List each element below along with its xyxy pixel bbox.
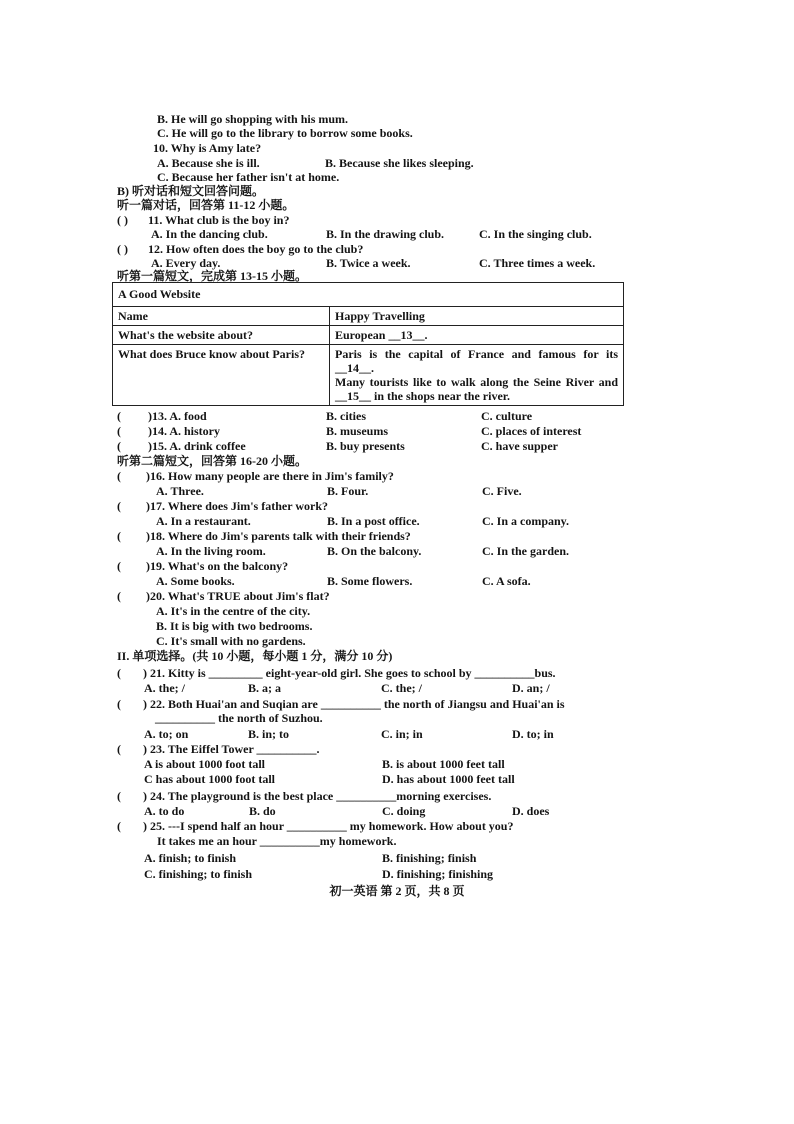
q18-answer-blank[interactable]: ( bbox=[117, 529, 121, 543]
q14-option-b: B. museums bbox=[326, 424, 389, 438]
q9-option-c: C. He will go to the library to borrow some books. bbox=[157, 126, 413, 140]
q11-option-b: B. In the drawing club. bbox=[326, 227, 445, 241]
q24-option-a: A. to do bbox=[144, 804, 185, 818]
passage1-intro: 听第一篇短文，完成第 13-15 小题。 bbox=[117, 269, 307, 283]
q12-option-b: B. Twice a week. bbox=[326, 256, 411, 270]
q25-option-d: D. finishing; finishing bbox=[382, 867, 494, 881]
q11-stem: 11. What club is the boy in? bbox=[148, 213, 290, 227]
q21-stem: ) 21. Kitty is _________ eight-year-old girl. She goes to school by __________bus. bbox=[143, 666, 556, 680]
q21-option-b: B. a; a bbox=[248, 681, 281, 695]
q18-option-a: A. In the living room. bbox=[156, 544, 266, 558]
q14-option-a: )14. A. history bbox=[148, 424, 220, 438]
q13-answer-blank[interactable]: ( bbox=[117, 409, 121, 423]
q24-option-d: D. does bbox=[512, 804, 550, 818]
q17-answer-blank[interactable]: ( bbox=[117, 499, 121, 513]
q20-answer-blank[interactable]: ( bbox=[117, 589, 121, 603]
q23-option-a: A is about 1000 foot tall bbox=[144, 757, 266, 771]
website-table-title: A Good Website bbox=[113, 283, 624, 307]
q10-option-b: B. Because she likes sleeping. bbox=[325, 156, 474, 170]
q25-option-c: C. finishing; to finish bbox=[144, 867, 253, 881]
q19-option-b: B. Some flowers. bbox=[327, 574, 413, 588]
q25-answer-blank[interactable]: ( bbox=[117, 819, 121, 833]
q24-stem: ) 24. The playground is the best place __________morning exercises. bbox=[143, 789, 492, 803]
q20-option-b: B. It is big with two bedrooms. bbox=[156, 619, 313, 633]
q12-option-c: C. Three times a week. bbox=[479, 256, 596, 270]
table-row-name-value: Happy Travelling bbox=[330, 307, 624, 326]
q22-stem-continued: __________ the north of Suzhou. bbox=[155, 711, 323, 725]
q17-stem: )17. Where does Jim's father work? bbox=[146, 499, 328, 513]
q14-option-c: C. places of interest bbox=[481, 424, 582, 438]
q12-stem: 12. How often does the boy go to the club? bbox=[148, 242, 364, 256]
q22-stem: ) 22. Both Huai'an and Suqian are __________ the north of Jiangsu and Huai'an is bbox=[143, 697, 565, 711]
q21-answer-blank[interactable]: ( bbox=[117, 666, 121, 680]
q17-option-c: C. In a company. bbox=[482, 514, 570, 528]
q22-option-c: C. in; in bbox=[381, 727, 423, 741]
q10-stem: 10. Why is Amy late? bbox=[153, 141, 262, 155]
q17-option-b: B. In a post office. bbox=[327, 514, 420, 528]
q11-option-c: C. In the singing club. bbox=[479, 227, 592, 241]
paris-fact-1: Paris is the capital of France and famous for its __14__. bbox=[335, 347, 618, 375]
q12-option-a: A. Every day. bbox=[151, 256, 221, 270]
q18-option-b: B. On the balcony. bbox=[327, 544, 422, 558]
q24-option-c: C. doing bbox=[382, 804, 426, 818]
q23-option-d: D. has about 1000 feet tall bbox=[382, 772, 515, 786]
q25-stem: ) 25. ---I spend half an hour __________ my homework. How about you? bbox=[143, 819, 514, 833]
q13-option-c: C. culture bbox=[481, 409, 533, 423]
page-footer: 初一英语 第 2 页，共 8 页 bbox=[329, 884, 465, 898]
q19-option-c: C. A sofa. bbox=[482, 574, 531, 588]
section-b-heading: B) 听对话和短文回答问题。 bbox=[117, 184, 265, 198]
q16-stem: )16. How many people are there in Jim's family? bbox=[146, 469, 394, 483]
q13-option-a: )13. A. food bbox=[148, 409, 207, 423]
q25-option-a: A. finish; to finish bbox=[144, 851, 237, 865]
q9-option-b: B. He will go shopping with his mum. bbox=[157, 112, 349, 126]
q20-option-a: A. It's in the centre of the city. bbox=[156, 604, 311, 618]
q21-option-d: D. an; / bbox=[512, 681, 550, 695]
table-row-paris-value bbox=[330, 345, 624, 406]
q15-option-c: C. have supper bbox=[481, 439, 559, 453]
q16-option-c: C. Five. bbox=[482, 484, 522, 498]
dialog-intro: 听一篇对话，回答第 11-12 小题。 bbox=[117, 198, 295, 212]
q19-answer-blank[interactable]: ( bbox=[117, 559, 121, 573]
q22-option-b: B. in; to bbox=[248, 727, 290, 741]
q24-option-b: B. do bbox=[249, 804, 276, 818]
q20-option-c: C. It's small with no gardens. bbox=[156, 634, 306, 648]
table-row-about-value: European __13__. bbox=[330, 326, 624, 345]
q13-option-b: B. cities bbox=[326, 409, 366, 423]
paris-fact-2: Many tourists like to walk along the Seine River and __15__ in the shops near the river. bbox=[335, 375, 618, 403]
q11-answer-blank[interactable]: ( ) bbox=[117, 213, 128, 227]
q19-option-a: A. Some books. bbox=[156, 574, 235, 588]
q23-option-c: C has about 1000 foot tall bbox=[144, 772, 276, 786]
q15-option-a: )15. A. drink coffee bbox=[148, 439, 246, 453]
q12-answer-blank[interactable]: ( ) bbox=[117, 242, 128, 256]
q24-answer-blank[interactable]: ( bbox=[117, 789, 121, 803]
q11-option-a: A. In the dancing club. bbox=[151, 227, 268, 241]
q14-answer-blank[interactable]: ( bbox=[117, 424, 121, 438]
q16-option-b: B. Four. bbox=[327, 484, 369, 498]
q18-option-c: C. In the garden. bbox=[482, 544, 570, 558]
table-row-name-label: Name bbox=[113, 307, 330, 326]
q21-option-c: C. the; / bbox=[381, 681, 422, 695]
q25-stem-continued: It takes me an hour __________my homework. bbox=[157, 834, 397, 848]
q15-option-b: B. buy presents bbox=[326, 439, 405, 453]
q10-option-a: A. Because she is ill. bbox=[157, 156, 260, 170]
q23-answer-blank[interactable]: ( bbox=[117, 742, 121, 756]
q21-option-a: A. the; / bbox=[144, 681, 185, 695]
q17-option-a: A. In a restaurant. bbox=[156, 514, 251, 528]
q10-option-c: C. Because her father isn't at home. bbox=[157, 170, 340, 184]
q22-option-a: A. to; on bbox=[144, 727, 189, 741]
website-table bbox=[112, 282, 624, 406]
q16-option-a: A. Three. bbox=[156, 484, 204, 498]
table-row-paris-label: What does Bruce know about Paris? bbox=[113, 345, 330, 406]
q16-answer-blank[interactable]: ( bbox=[117, 469, 121, 483]
table-row-about-label: What's the website about? bbox=[113, 326, 330, 345]
q20-stem: )20. What's TRUE about Jim's flat? bbox=[146, 589, 330, 603]
q18-stem: )18. Where do Jim's parents talk with their friends? bbox=[146, 529, 411, 543]
part2-heading: II. 单项选择。(共 10 小题，每小题 1 分，满分 10 分) bbox=[117, 649, 393, 663]
passage2-intro: 听第二篇短文，回答第 16-20 小题。 bbox=[117, 454, 307, 468]
q25-option-b: B. finishing; finish bbox=[382, 851, 477, 865]
q23-option-b: B. is about 1000 feet tall bbox=[382, 757, 505, 771]
q19-stem: )19. What's on the balcony? bbox=[146, 559, 289, 573]
q23-stem: ) 23. The Eiffel Tower __________. bbox=[143, 742, 320, 756]
q22-option-d: D. to; in bbox=[512, 727, 554, 741]
q22-answer-blank[interactable]: ( bbox=[117, 697, 121, 711]
q15-answer-blank[interactable]: ( bbox=[117, 439, 121, 453]
